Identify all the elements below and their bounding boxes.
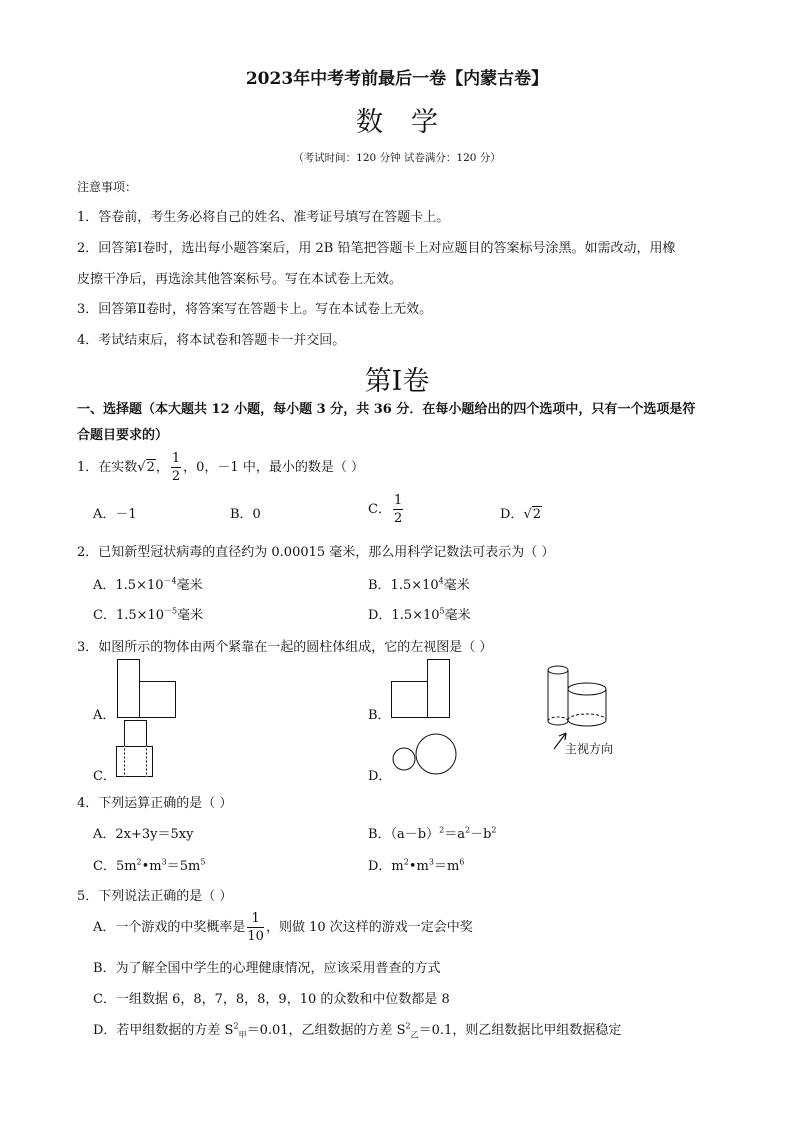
q1-option-a: A．－1 [93, 507, 137, 522]
q3-option-c: C． [93, 769, 116, 784]
q4-option-a: A．2x+3y＝5xy [93, 827, 194, 842]
q1-option-c: C． $\frac{1}{2}$ [368, 493, 403, 526]
instructions-heading: 注意事项： [77, 180, 138, 194]
instruction-item: 4．考试结束后，将本试卷和答题卡一并交回。 [77, 333, 346, 348]
q3-option-b: B． [368, 708, 391, 723]
q3-figure-d [392, 735, 462, 785]
instruction-item: 3．回答第Ⅱ卷时，将答案写在答题卡上。写在本试卷上无效。 [77, 302, 433, 317]
section-title: 第Ⅰ卷 [364, 366, 430, 397]
question-4-stem: 4．下列运算正确的是（ ） [77, 796, 233, 811]
exam-info: （考试时间：120 分钟 试卷满分：120 分） [293, 152, 501, 164]
sqrt-expression: √2 [137, 460, 155, 475]
q3-option-a: A． [93, 708, 116, 723]
q5-option-c: C．一组数据 6，8，7，8，8，9，10 的众数和中位数都是 8 [93, 992, 450, 1007]
instruction-item: 1．答卷前，考生务必将自己的姓名、准考证号填写在答题卡上。 [77, 210, 450, 225]
instruction-item: 2．回答第Ⅰ卷时，选出每小题答案后，用 2B 铅笔把答题卡上对应题目的答案标号涂黑。如需改动，用橡 [77, 241, 676, 256]
instruction-item: 皮擦干净后，再选涂其他答案标号。写在本试卷上无效。 [77, 272, 403, 287]
q1-option-d: D．√2 [500, 507, 542, 522]
view-direction-label: 主视方向 [565, 742, 614, 756]
q4-option-b: B．$(a-b)^2=a^2-b^2$ [368, 825, 497, 842]
q2-option-d: D．$1.5\times 10^5$毫米 [368, 606, 471, 623]
q2-option-a: A．$1.5\times 10^{-4}$毫米 [93, 576, 203, 593]
section-desc: 一、选择题（本大题共 12 小题，每小题 3 分，共 36 分．在每小题给出的四个选项中，只有一个选项是符 [77, 402, 696, 417]
q4-option-c: C．$5m^2•m^3=5m^5$ [93, 857, 206, 874]
q2-option-c: C．$1.5\times 10^{-5}$毫米 [93, 606, 204, 623]
q3-option-d: D． [368, 769, 392, 784]
q3-figure-c [116, 720, 156, 780]
q2-option-b: B．$1.5\times 10^4$毫米 [368, 576, 470, 593]
q5-option-a: A．一个游戏的中奖概率是 $\frac{1}{10}$ ，则做 10 次这样的游戏一定会中奖 [93, 911, 473, 944]
q1-prefix: 1．在实数 [77, 460, 138, 475]
question-1-stem: 1．在实数√2， $\frac{1}{2}$ ，0，－1 中，最小的数是（ ） [77, 451, 364, 484]
q5-option-b: B．为了解全国中学生的心理健康情况，应该采用普查的方式 [93, 961, 441, 976]
question-5-stem: 5．下列说法正确的是（ ） [77, 889, 233, 904]
subject-title: 数学 [356, 107, 466, 138]
question-3-stem: 3．如图所示的物体由两个紧靠在一起的圆柱体组成，它的左视图是（ ） [77, 640, 493, 655]
fraction: $\frac{1}{2}$ [171, 451, 181, 484]
q3-figure-a [117, 659, 177, 719]
q1-option-b: B．0 [230, 507, 261, 522]
q1-suffix: ，0，－1 中，最小的数是（ ） [183, 460, 364, 475]
q3-figure-b [391, 659, 451, 719]
section-desc: 合题目要求的） [77, 428, 169, 443]
q5-option-d: D．若甲组数据的方差 $S^2_甲=0.01$，乙组数据的方差 $S^2_乙=0.1$，则乙组数据比甲组数据稳定 [93, 1021, 622, 1040]
q4-option-d: D．$m^2•m^3=m^6$ [368, 857, 465, 874]
exam-title: 2023年中考考前最后一卷【内蒙古卷】 [245, 69, 549, 89]
question-2-stem: 2．已知新型冠状病毒的直径约为 0.00015 毫米，那么用科学记数法可表示为（ ） [77, 545, 555, 560]
